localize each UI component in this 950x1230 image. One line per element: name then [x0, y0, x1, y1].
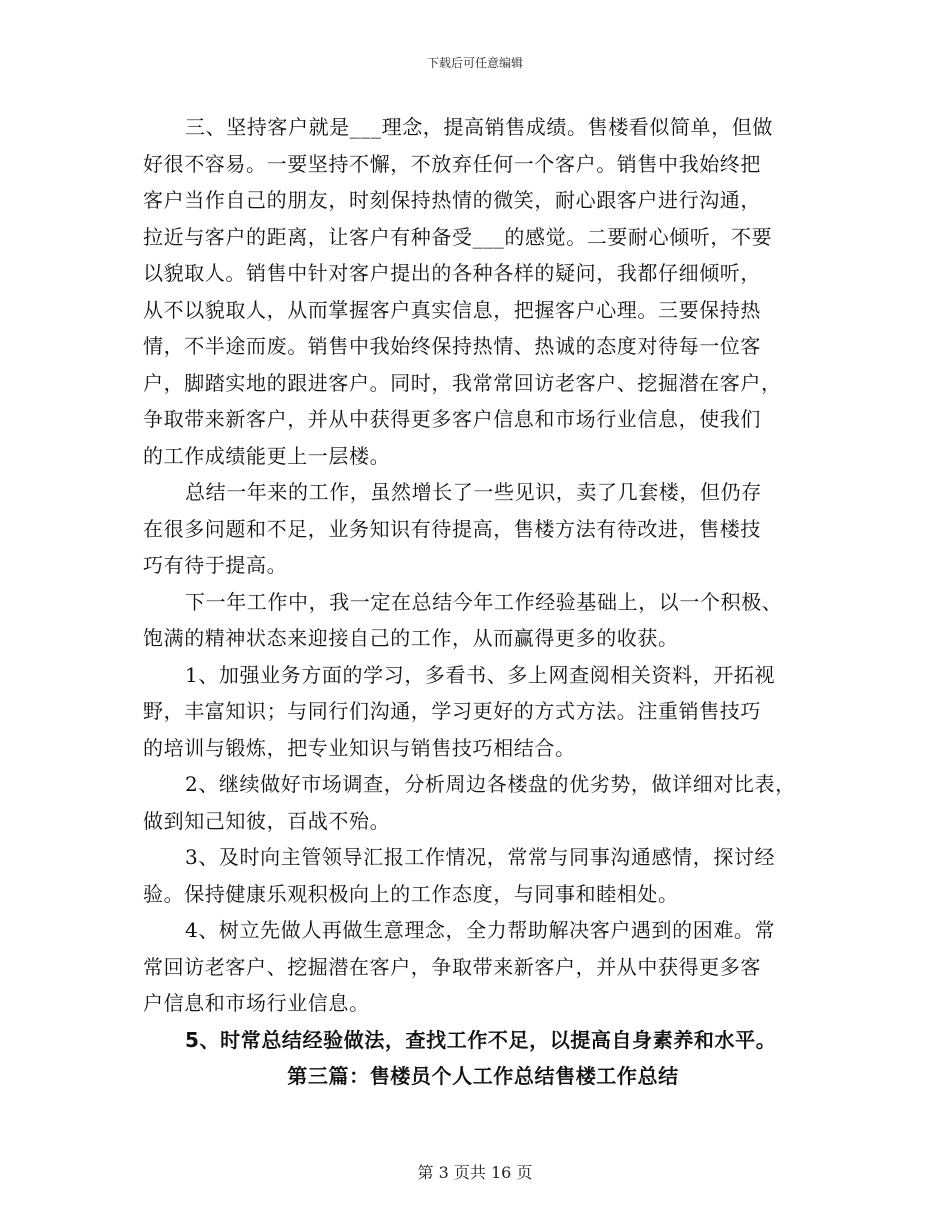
- list-item-line: 4、树立先做人再做生意理念，全力帮助解决客户遇到的困难。常: [185, 918, 776, 942]
- section-heading: 第三篇：售楼员个人工作总结售楼工作总结: [287, 1064, 679, 1088]
- paragraph-line: 拉近与客户的距离，让客户有种备受___的感觉。二要耐心倾听，不要: [143, 224, 773, 249]
- paragraph-line: 户，脚踏实地的跟进客户。同时，我常常回访老客户、挖掘潜在客户，: [143, 370, 782, 395]
- page-footer: 第 3 页共 16 页: [417, 1163, 533, 1182]
- list-item-line: 3、及时向主管领导汇报工作情况，常常与同事沟通感情，探讨经: [185, 845, 776, 869]
- paragraph-line: 争取带来新客户，并从中获得更多客户信息和市场行业信息，使我们: [143, 407, 761, 431]
- paragraph-line: 的工作成绩能更上一层楼。: [143, 443, 391, 468]
- bold-list-item: 5、时常总结经验做法，查找工作不足，以提高自身素养和水平。: [185, 1027, 777, 1052]
- paragraph-line: 下一年工作中，我一定在总结今年工作经验基础上，以一个积极、: [185, 589, 783, 614]
- list-item-line: 1、加强业务方面的学习，多看书、多上网查阅相关资料，开拓视: [185, 662, 776, 687]
- list-item-line: 野，丰富知识；与同行们沟通，学习更好的方式方法。注重销售技巧: [143, 699, 761, 723]
- list-item-line: 验。保持健康乐观积极向上的工作态度，与同事和睦相处。: [143, 881, 679, 906]
- paragraph-line: 客户当作自己的朋友，时刻保持热情的微笑，耐心跟客户进行沟通，: [143, 188, 761, 212]
- paragraph-line: 情，不半途而废。销售中我始终保持热情、热诚的态度对待每一位客: [143, 334, 761, 358]
- paragraph-line: 巧有待于提高。: [143, 553, 288, 577]
- list-item-line: 户信息和市场行业信息。: [143, 991, 370, 1015]
- paragraph-line: 饱满的精神状态来迎接自己的工作，从而赢得更多的收获。: [143, 626, 679, 650]
- paragraph-line: 从不以貌取人，从而掌握客户真实信息，把握客户心理。三要保持热: [143, 297, 761, 322]
- page-header: 下载后可任意编辑: [426, 56, 523, 70]
- list-item-line: 常回访老客户、挖掘潜在客户，争取带来新客户，并从中获得更多客: [143, 954, 761, 979]
- paragraph-line: 在很多问题和不足，业务知识有待提高，售楼方法有待改进，售楼技: [143, 516, 761, 541]
- paragraph-line: 以貌取人。销售中针对客户提出的各种各样的疑问，我都仔细倾听，: [143, 261, 761, 285]
- list-item-line: 2、继续做好市场调查，分析周边各楼盘的优劣势，做详细对比表，: [185, 772, 796, 796]
- list-item-line: 的培训与锻炼，把专业知识与销售技巧相结合。: [143, 735, 576, 760]
- paragraph-line: 总结一年来的工作，虽然增长了一些见识，卖了几套楼，但仍存: [185, 480, 762, 504]
- list-item-line: 做到知己知彼，百战不殆。: [143, 808, 391, 833]
- paragraph-line: 三、坚持客户就是___理念，提高销售成绩。售楼看似简单，但做: [185, 115, 773, 139]
- document-body: [143, 109, 823, 1095]
- paragraph-line: 好很不容易。一要坚持不懈，不放弃任何一个客户。销售中我始终把: [143, 151, 761, 176]
